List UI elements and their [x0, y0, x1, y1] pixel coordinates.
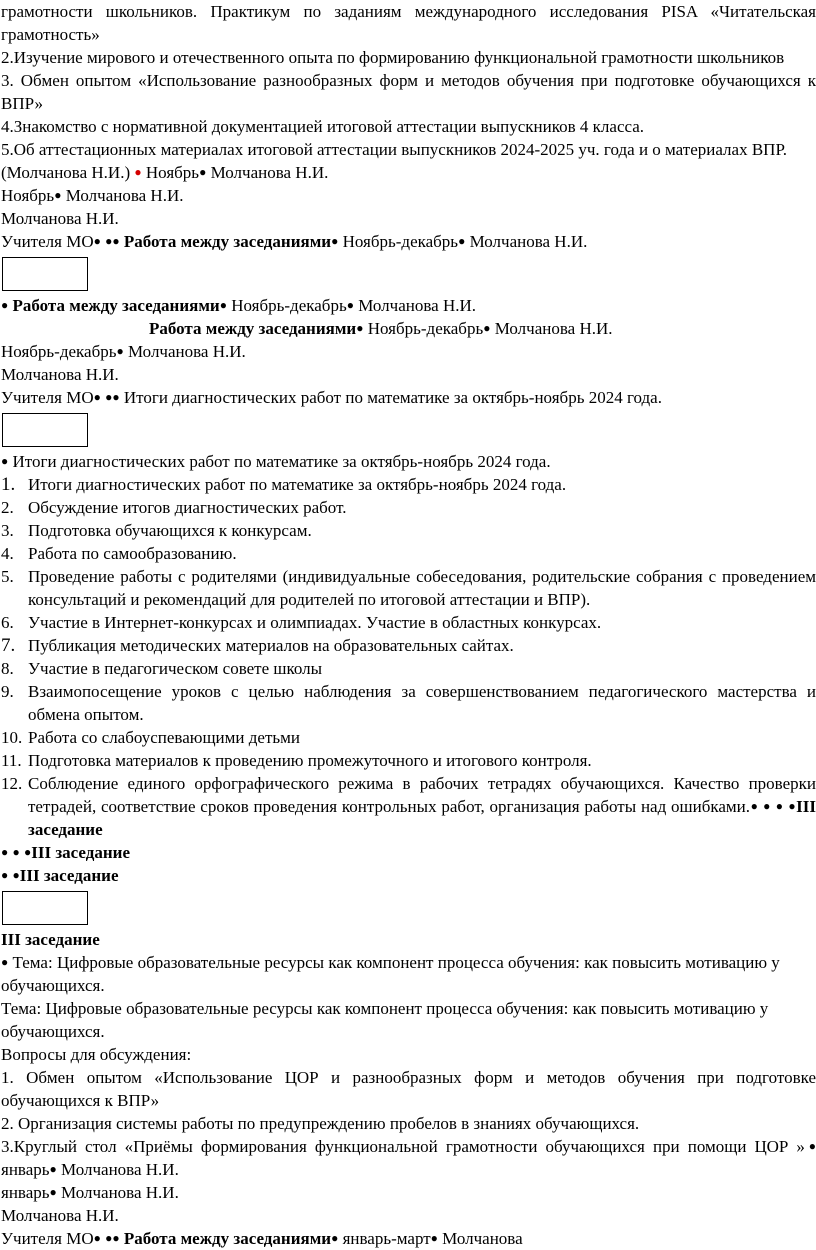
- month-label: январь: [1, 1183, 50, 1202]
- diag-results-label: Итоги диагностических работ по математике за октябрь-ноябрь 2024 года.: [12, 452, 551, 471]
- teachers-label: Учителя МО: [1, 388, 94, 407]
- bullet-icon: ●: [483, 321, 491, 335]
- diag-line: [1, 450, 816, 473]
- responsible-label: Молчанова Н.И.: [358, 296, 476, 315]
- list-item: 6. Участие в Интернет-конкурсах и олимпиадах. Участие в областных конкурсах.: [1, 613, 602, 632]
- bullet-icon: ●: [199, 165, 207, 179]
- bullet-icon: ●: [93, 1231, 101, 1245]
- month-label: январь-март: [342, 1229, 431, 1248]
- nov-dec-line: [1, 340, 816, 363]
- month-label: Ноябрь-декабрь: [231, 296, 347, 315]
- list-item: 2. Обсуждение итогов диагностических работ.: [1, 498, 347, 517]
- session-heading: III заседание: [28, 797, 816, 839]
- bullet-icon: ●: [763, 799, 771, 813]
- question-1: 1. Обмен опытом «Использование ЦОР и разнообразных форм и методов обучения при подготовке обучающихся к ВПР»: [1, 1068, 816, 1110]
- work-between-label: Работа между заседаниями: [123, 1229, 332, 1248]
- bullet-icon: ●: [93, 390, 101, 404]
- bullet-icon: ●: [49, 1185, 57, 1199]
- intro-line-4: 4.Знакомство с нормативной документацией итоговой аттестации выпускников 4 класса.: [1, 117, 645, 136]
- month-label: январь: [1, 1160, 50, 1179]
- teachers-line-1: [1, 230, 816, 253]
- bullet-icon: ●: [331, 234, 339, 248]
- work-between-label: Работа между заседаниями: [123, 232, 332, 251]
- session-heading: III заседание: [19, 866, 119, 885]
- teachers-line-3: [1, 1227, 816, 1250]
- responsible-label: Молчанова Н.И.: [127, 342, 246, 361]
- bullet-icon: ●: [775, 799, 784, 813]
- bullet-icon: ●: [1, 298, 9, 312]
- responsible-label: Молчанова Н.И.: [494, 319, 613, 338]
- bullet-icon: ●: [1, 955, 9, 969]
- bullet-icon: ●: [750, 799, 759, 813]
- list-item: 8. Участие в педагогическом совете школы: [1, 659, 323, 678]
- bullet-icon: ●: [12, 868, 20, 882]
- bullet-icon: ●: [219, 298, 227, 312]
- work-between-label: Работа между заседаниями: [12, 296, 220, 315]
- session3-title: III заседание: [1, 930, 100, 949]
- bullet-icon: ●: [93, 234, 101, 248]
- bullet-icon: ●: [1, 868, 9, 882]
- bullet-icon: ●: [24, 845, 32, 859]
- list-item: 9. Взаимопосещение уроков с целью наблюдения за совершенствованием педагогического мастерства и обмена опытом.: [1, 682, 816, 724]
- bullet-icon: ●: [346, 298, 354, 312]
- intro-line-5: [1, 138, 816, 184]
- responsible-line: Молчанова Н.И.: [1, 209, 119, 228]
- responsible-line: Молчанова Н.И.: [1, 1206, 119, 1225]
- bullet-icon: ●: [105, 1231, 113, 1245]
- responsible-label: Молчанова: [442, 1229, 523, 1248]
- bullet-icon: ●: [788, 799, 797, 813]
- month-label: Ноябрь: [145, 163, 200, 182]
- responsible-label: Молчанова Н.И.: [210, 163, 329, 182]
- session3-line-b: [1, 864, 816, 887]
- responsible-label: Молчанова Н.И.: [61, 1160, 179, 1179]
- topic-bulleted: [1, 951, 816, 997]
- bullet-icon: ●: [49, 1162, 57, 1176]
- red-bullet-icon: ●: [134, 165, 142, 179]
- intro-line-2: 2.Изучение мирового и отечественного опыта по формированию функциональной грамотности школьников: [1, 48, 785, 67]
- bullet-icon: ●: [331, 1231, 339, 1245]
- list-item: 4. Работа по самообразованию.: [1, 544, 237, 563]
- responsible-label: Молчанова Н.И.: [65, 186, 184, 205]
- work-between-label: Работа между заседаниями: [149, 319, 357, 338]
- teachers-line-2: [1, 386, 816, 409]
- list-item: 10. Работа со слабоуспевающими детьми: [1, 728, 300, 747]
- teachers-label: Учителя МО: [1, 232, 94, 251]
- bullet-icon: ●: [112, 390, 120, 404]
- diag-results-label: Итоги диагностических работ по математике за октябрь-ноябрь 2024 года.: [123, 388, 662, 407]
- list-item: 7. Публикация методических материалов на образовательных сайтах.: [1, 635, 514, 656]
- empty-frame: [2, 413, 88, 447]
- bullet-icon: ●: [105, 390, 113, 404]
- jan-line: [1, 1181, 816, 1204]
- bullet-icon: ●: [112, 234, 120, 248]
- list-item: 12. Соблюдение единого орфографического режима в рабочих тетрадях обучающихся. Качество проверки тетрадей, соответствие сроков проведения контрольных работ, организация работы над ошибками.● ● ● ●III заседание: [1, 774, 816, 839]
- bullet-icon: ●: [1, 845, 9, 859]
- bullet-icon: ●: [430, 1231, 438, 1245]
- session-heading: III заседание: [31, 843, 130, 862]
- topic-line: Тема: Цифровые образовательные ресурсы как компонент процесса обучения: как повысить мотивацию у обучающихся.: [1, 999, 769, 1041]
- responsible-label: Молчанова Н.И.: [61, 1183, 179, 1202]
- responsible-label: Молчанова Н.И.: [469, 232, 588, 251]
- list-item: 1. Итоги диагностических работ по математике за октябрь-ноябрь 2024 года.: [1, 474, 567, 495]
- question-2: 2. Организация системы работы по предупреждению пробелов в знаниях обучающихся.: [1, 1114, 640, 1133]
- bullet-icon: ●: [54, 188, 62, 202]
- list-item: 3. Подготовка обучающихся к конкурсам.: [1, 521, 312, 540]
- intro-line-3: 3. Обмен опытом «Использование разнообразных форм и методов обучения при подготовке обучающихся к ВПР»: [1, 71, 816, 113]
- month-label: Ноябрь-декабрь: [1, 342, 117, 361]
- line5-text: 5.Об аттестационных материалах итоговой аттестации выпускников 2024-2025 уч. года и о материалах ВПР. (Молчанова Н.И.): [1, 140, 788, 182]
- responsible-line: Молчанова Н.И.: [1, 365, 119, 384]
- month-label: Ноябрь-декабрь: [342, 232, 459, 251]
- bullet-icon: ●: [112, 1231, 120, 1245]
- bullet-icon: ●: [116, 344, 124, 358]
- bullet-icon: ●: [1, 454, 9, 468]
- intro-line-1: грамотности школьников. Практикум по заданиям международного исследования PISA «Читательская грамотность»: [1, 2, 816, 44]
- month-label: Ноябрь: [1, 186, 55, 205]
- empty-frame: [2, 891, 88, 925]
- work-between-line-indented: [1, 317, 816, 340]
- bullet-icon: ●: [458, 234, 466, 248]
- work-plan-list: [1, 473, 816, 841]
- questions-label: Вопросы для обсуждения:: [1, 1045, 192, 1064]
- teachers-label: Учителя МО: [1, 1229, 94, 1248]
- empty-frame: [2, 257, 88, 291]
- month-label: Ноябрь-декабрь: [367, 319, 484, 338]
- repeat-nov-line: [1, 184, 816, 207]
- list-item: 5. Проведение работы с родителями (индивидуальные собеседования, родительские собрания с проведением консультаций и рекомендаций для родителей по итоговой аттестации и ВПР).: [1, 567, 816, 609]
- bullet-icon: ●: [105, 234, 113, 248]
- bullet-icon: ●: [12, 845, 20, 859]
- bullet-icon: ●: [356, 321, 364, 335]
- topic-label: Тема: Цифровые образовательные ресурсы как компонент процесса обучения: как повысить мотивацию у обучающихся.: [1, 953, 780, 995]
- work-between-line: [1, 294, 816, 317]
- bullet-icon: ●: [804, 1139, 816, 1153]
- list-item: 11. Подготовка материалов к проведению промежуточного и итогового контроля.: [1, 751, 592, 770]
- question-3: 3.Круглый стол «Приёмы формирования функциональной грамотности обучающихся при помощи ЦОР »● январь● Молчанова Н.И.: [1, 1137, 816, 1179]
- session3-line-a: [1, 841, 816, 864]
